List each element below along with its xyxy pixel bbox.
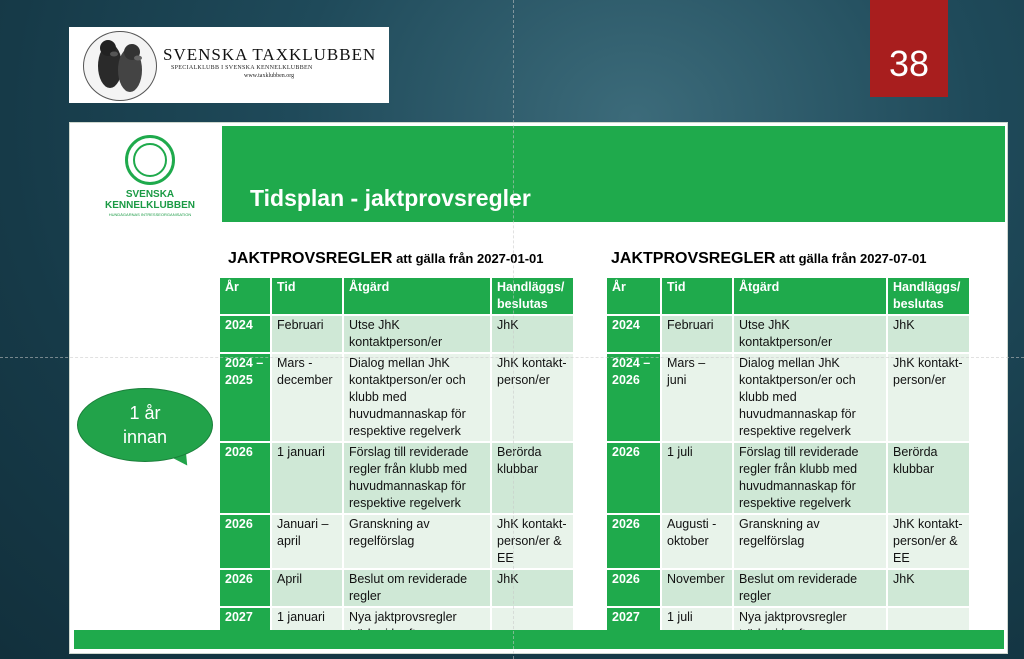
year-cell: 2026 bbox=[219, 442, 271, 514]
time-cell: November bbox=[661, 569, 733, 607]
year-cell: 2026 bbox=[219, 514, 271, 569]
dachshund-emblem-icon bbox=[83, 31, 157, 101]
responsible-cell: JhK kontakt-person/er bbox=[491, 353, 574, 442]
time-cell: April bbox=[271, 569, 343, 607]
responsible-cell: JhK kontakt-person/er bbox=[887, 353, 970, 442]
taxklubben-logo bbox=[69, 27, 389, 103]
column-header: Åtgärd bbox=[733, 277, 887, 315]
skk-tagline: HUNDÄGARNAS INTRESSEORGANISATION bbox=[108, 212, 192, 217]
year-cell: 2026 bbox=[606, 514, 661, 569]
responsible-cell: JhK bbox=[887, 569, 970, 607]
column-header: År bbox=[606, 277, 661, 315]
action-cell: Förslag till reviderade regler från klubb med huvudmannaskap för respektive regelverk bbox=[733, 442, 887, 514]
table-row bbox=[606, 514, 970, 569]
time-cell: Mars - december bbox=[271, 353, 343, 442]
action-cell: Granskning av regelförslag bbox=[343, 514, 491, 569]
horizontal-guide-line bbox=[0, 357, 1024, 358]
time-cell: 1 januari bbox=[271, 607, 343, 645]
time-cell: Februari bbox=[661, 315, 733, 353]
logo-title: SVENSKA TAXKLUBBEN bbox=[163, 45, 377, 64]
time-cell: Februari bbox=[271, 315, 343, 353]
table-row bbox=[606, 569, 970, 607]
column-header: Åtgärd bbox=[343, 277, 491, 315]
schedule-table-2027-07 bbox=[605, 276, 971, 646]
action-cell: Förslag till reviderade regler från klubb med huvudmannaskap för respektive regelverk bbox=[343, 442, 491, 514]
table-row bbox=[219, 315, 574, 353]
column-header: Tid bbox=[661, 277, 733, 315]
responsible-cell: JhK bbox=[491, 569, 574, 607]
table-row bbox=[219, 353, 574, 442]
speech-bubble: 1 år innan bbox=[77, 388, 213, 462]
time-cell: Mars – juni bbox=[661, 353, 733, 442]
action-cell: Beslut om reviderade regler bbox=[733, 569, 887, 607]
action-cell: Nya jaktprovsregler bbox=[733, 607, 887, 645]
skk-name: SVENSKA KENNELKLUBBEN bbox=[105, 189, 195, 211]
table-heading-2027-07: JAKTPROVSREGLER att gälla från 2027-07-01 bbox=[611, 250, 927, 267]
responsible-cell: JhK bbox=[491, 315, 574, 353]
responsible-cell: JhK kontakt-person/er & EE bbox=[887, 514, 970, 569]
time-cell: 1 januari bbox=[271, 442, 343, 514]
page-number-badge: 38 bbox=[870, 0, 948, 97]
year-cell: 2024 – 2025 bbox=[219, 353, 271, 442]
action-cell: Utse JhK kontaktperson/er bbox=[733, 315, 887, 353]
action-cell: Dialog mellan JhK kontaktperson/er och klubb med huvudmannaskap för respektive regelverk bbox=[733, 353, 887, 442]
column-header: Handläggs/ beslutas bbox=[887, 277, 970, 315]
responsible-cell: JhK kontakt-person/er & EE bbox=[491, 514, 574, 569]
table-row bbox=[606, 442, 970, 514]
table-header-row bbox=[606, 277, 970, 315]
table-row bbox=[219, 569, 574, 607]
time-cell: 1 juli bbox=[661, 442, 733, 514]
slide-title: Tidsplan - jaktprovsregler bbox=[250, 185, 531, 211]
responsible-cell: JhK bbox=[887, 315, 970, 353]
table-row bbox=[606, 353, 970, 442]
table-header-row bbox=[219, 277, 574, 315]
year-cell: 2024 – 2026 bbox=[606, 353, 661, 442]
responsible-cell: Berörda klubbar bbox=[887, 442, 970, 514]
table-row bbox=[219, 514, 574, 569]
slide-content bbox=[69, 122, 1008, 654]
action-cell: Nya jaktprovsregler bbox=[343, 607, 491, 645]
year-cell: 2024 bbox=[606, 315, 661, 353]
logo-url: www.taxklubben.org bbox=[244, 73, 295, 79]
year-cell: 2027 bbox=[606, 607, 661, 645]
year-cell: 2024 bbox=[219, 315, 271, 353]
schedule-table-2027-01 bbox=[218, 276, 575, 646]
action-cell: Granskning av regelförslag bbox=[733, 514, 887, 569]
responsible-cell: Berörda klubbar bbox=[491, 442, 574, 514]
time-cell: Augusti - oktober bbox=[661, 514, 733, 569]
vertical-guide-line bbox=[513, 0, 514, 659]
column-header: Handläggs/ beslutas bbox=[491, 277, 574, 315]
skk-logo bbox=[100, 135, 200, 217]
column-header: Tid bbox=[271, 277, 343, 315]
slide-footer-bar bbox=[74, 630, 1004, 649]
skk-emblem-icon bbox=[125, 135, 175, 185]
action-cell: Beslut om reviderade regler bbox=[343, 569, 491, 607]
table-row bbox=[606, 315, 970, 353]
year-cell: 2026 bbox=[219, 569, 271, 607]
table-heading-2027-01: JAKTPROVSREGLER att gälla från 2027-01-01 bbox=[228, 250, 544, 267]
year-cell: 2026 bbox=[606, 442, 661, 514]
table-row bbox=[219, 442, 574, 514]
year-cell: 2026 bbox=[606, 569, 661, 607]
time-cell: 1 juli bbox=[661, 607, 733, 645]
time-cell: Januari – april bbox=[271, 514, 343, 569]
logo-subtitle: SPECIALKLUBB I SVENSKA KENNELKLUBBEN bbox=[171, 65, 313, 71]
year-cell: 2027 bbox=[219, 607, 271, 645]
action-cell: Dialog mellan JhK kontaktperson/er och klubb med huvudmannaskap för respektive regelverk bbox=[343, 353, 491, 442]
column-header: År bbox=[219, 277, 271, 315]
action-cell: Utse JhK kontaktperson/er bbox=[343, 315, 491, 353]
